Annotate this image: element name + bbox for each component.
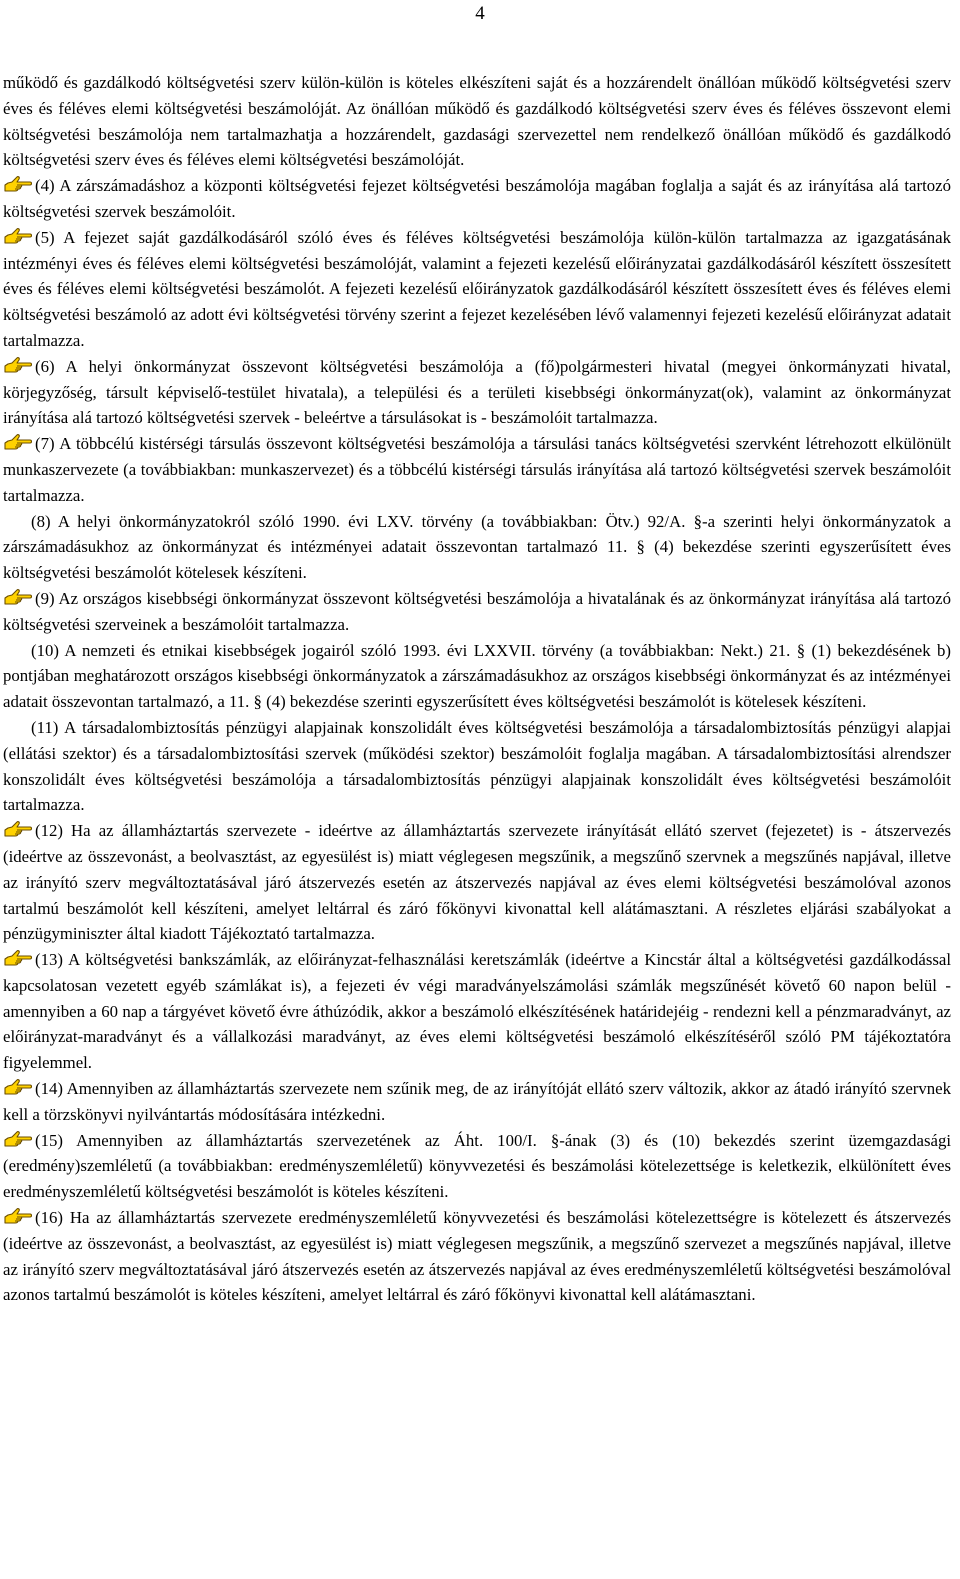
paragraph-text: (13) A költségvetési bankszámlák, az előirányzat-felhasználási keretszámlák (ideértve a Kincstár által a költségvetési gazdálkodással kapcsolatosan vezetett egyéb számlákat is), a fejezeti év végi maradványelszámolási számlák megszűnését követő 60 napon belül - amennyiben a 60 nap a tárgyévet követő évre áthúzódik, akkor a beszámoló elkészítésének határidejéig - rendezni kell a pénzmaradványt, az előirányzat-maradványt és a vállalkozási maradványt, az éves elemi költségvetési beszámoló elkészítéséről szóló PM tájékoztatóra figyelemmel.: [3, 950, 951, 1073]
paragraph-text: (10) A nemzeti és etnikai kisebbségek jogairól szóló 1993. évi LXXVII. törvény (a továbbiakban: Nekt.) 21. § (1) bekezdésének b) pontjában meghatározott országos kisebbségi önkormányzatok a zárszámadásukhoz az országos kisebbségi önkormányzat és az intézményei adatait összevontan tartalmazó, a 11. § (4) bekezdése szerinti egyszerűsített éves költségvetési beszámolót is kötelesek készíteni.: [3, 640, 951, 712]
paragraph-text: (11) A társadalombiztosítás pénzügyi alapjainak konszolidált éves költségvetési beszámolója a társadalombiztosítás pénzügyi alapjai (ellátási szektor) és a társadalombiztosítási szervek (működési szektor) beszámolóit foglalja magában. A társadalombiztosítási alrendszer konszolidált éves költségvetési beszámolója a társadalombiztosítás pénzügyi alapjainak konszolidált éves költségvetési beszámolóit tartalmazza.: [3, 717, 951, 815]
pointing-hand-icon[interactable]: [3, 820, 33, 838]
paragraph: [3, 70, 951, 173]
pointing-hand-icon[interactable]: [3, 1078, 33, 1096]
paragraph-text: (12) Ha az államháztartás szervezete - ideértve az államháztartás szervezete irányítását ellátó szervet (fejezetet) is - átszervezés (ideértve az összevonást, a beolvasztást, az egyesülést is) miatt véglegesen megszűnik, a megszűnő szervnek a megszűnés napjával, illetve az irányító szerv megváltoztatásával járó átszervezés esetén az átszervezés napjával az éves elemi költségvetési beszámolóval azonos tartalmú beszámolót kell készíteni, amelyet leltárral és záró főkönyvi kivonattal kell alátámasztani. A részletes eljárási szabályokat a pénzügyminiszter által kiadott Tájékoztató tartalmazza.: [3, 821, 951, 944]
paragraph: [3, 638, 951, 715]
paragraph: [3, 354, 951, 431]
paragraph-text: (8) A helyi önkormányzatokról szóló 1990. évi LXV. törvény (a továbbiakban: Ötv.) 92/A. §-a szerinti helyi önkormányzatok a zárszámadásukhoz az önkormányzat és intézményei adatait összevontan tartalmazó 11. § (4) bekezdése szerinti egyszerűsített éves költségvetési beszámolót kötelesek készíteni.: [3, 511, 951, 583]
pointing-hand-icon[interactable]: [3, 356, 33, 374]
pointing-hand-icon[interactable]: [3, 588, 33, 606]
page-number: 4: [475, 3, 485, 24]
pointing-hand-icon[interactable]: [3, 175, 33, 193]
paragraph: [3, 715, 951, 818]
paragraph: [3, 173, 951, 225]
paragraph-text: (9) Az országos kisebbségi önkormányzat összevont költségvetési beszámolója a hivatalának és az önkormányzat irányítása alá tartozó költségvetési szerveinek a beszámolóit tartalmazza.: [3, 588, 951, 634]
paragraph: [3, 431, 951, 508]
paragraph: [3, 225, 951, 354]
paragraph-text: (5) A fejezet saját gazdálkodásáról szóló éves és féléves költségvetési beszámolója külön-külön tartalmazza az igazgatásának intézményi éves és féléves elemi költségvetési beszámolóját, valamint a fejezeti kezelésű előirányzatai gazdálkodásáról készített összesített éves és féléves elemi költségvetési beszámolót. A fejezeti kezelésű előirányzatok gazdálkodásáról készített összesített éves és féléves elemi költségvetési beszámoló az adott évi költségvetési törvény szerint a fejezet kezelésében lévő valamennyi fejezeti kezelésű előirányzat adatait tartalmazza.: [3, 227, 951, 350]
document-body: [3, 70, 951, 1308]
paragraph: [3, 586, 951, 638]
paragraph: [3, 818, 951, 947]
paragraph-text: (4) A zárszámadáshoz a központi költségvetési fejezet költségvetési beszámolója magában foglalja a saját és az irányítása alá tartozó költségvetési szervek beszámolóit.: [3, 176, 951, 221]
paragraph-text: működő és gazdálkodó költségvetési szerv külön-külön is köteles elkészíteni saját és a hozzárendelt önállóan működő költségvetési szerv éves és féléves elemi költségvetési beszámolóját. Az önállóan működő és gazdálkodó költségvetési szerv éves és féléves összevont elemi költségvetési beszámolója nem tartalmazhatja a hozzárendelt, gazdasági szervezettel nem rendelkező önállóan működő és gazdálkodó költségvetési szerv éves és féléves elemi költségvetési beszámolóját.: [3, 73, 951, 170]
paragraph-text: (15) Amennyiben az államháztartás szervezetének az Áht. 100/I. §-ának (3) és (10) bekezdés szerint üzemgazdasági (eredmény)szemléletű (a továbbiakban: eredményszemléletű) könyvvezetési és beszámolási kötelezettsége is keletkezik, elkülönített éves eredményszemléletű költségvetési beszámolót is köteles készíteni.: [3, 1130, 951, 1202]
pointing-hand-icon[interactable]: [3, 227, 33, 245]
paragraph-text: (14) Amennyiben az államháztartás szervezete nem szűnik meg, de az irányítóját ellátó szerv változik, akkor az átadó irányító szervnek kell a törzskönyvi nyilvántartás módosítására intézkedni.: [3, 1079, 951, 1124]
paragraph: [3, 947, 951, 1076]
paragraph-text: (16) Ha az államháztartás szervezete eredményszemléletű könyvvezetési és beszámolási kötelezettségre is kötelezett és átszervezés (ideértve az összevonást, a beolvasztást, az egyesülést is) miatt véglegesen megszűnik, a megszűnő szervezet a megszűnés napjával, illetve az irányító szerv megváltoztatásával járó átszervezés esetén az átszervezés napjával az éves eredményszemléletű költségvetési beszámolóval azonos tartalmú beszámolót is köteles készíteni, amelyet leltárral és záró főkönyvi kivonattal kell alátámasztani.: [3, 1208, 951, 1305]
pointing-hand-icon[interactable]: [3, 1207, 33, 1225]
pointing-hand-icon[interactable]: [3, 949, 33, 967]
paragraph: [3, 1128, 951, 1205]
paragraph: [3, 509, 951, 586]
paragraph: [3, 1076, 951, 1128]
pointing-hand-icon[interactable]: [3, 1130, 33, 1148]
pointing-hand-icon[interactable]: [3, 433, 33, 451]
paragraph: [3, 1205, 951, 1308]
paragraph-text: (6) A helyi önkormányzat összevont költségvetési beszámolója a (fő)polgármesteri hivatal (megyei önkormányzati hivatal, körjegyzőség, társult képviselő-testület hivatala), a települési és a területi kisebbségi önkormányzat(ok), valamint az önkormányzat irányítása alá tartozó költségvetési szervek - beleértve a társulásokat is - beszámolóit tartalmazza.: [3, 356, 951, 428]
paragraph-text: (7) A többcélú kistérségi társulás összevont költségvetési beszámolója a társulási tanács költségvetési szervként létrehozott elkülönült munkaszervezete (a továbbiakban: munkaszervezet) és a többcélú kistérségi társulás irányítása alá tartozó költségvetési szervek beszámolóit tartalmazza.: [3, 434, 951, 505]
